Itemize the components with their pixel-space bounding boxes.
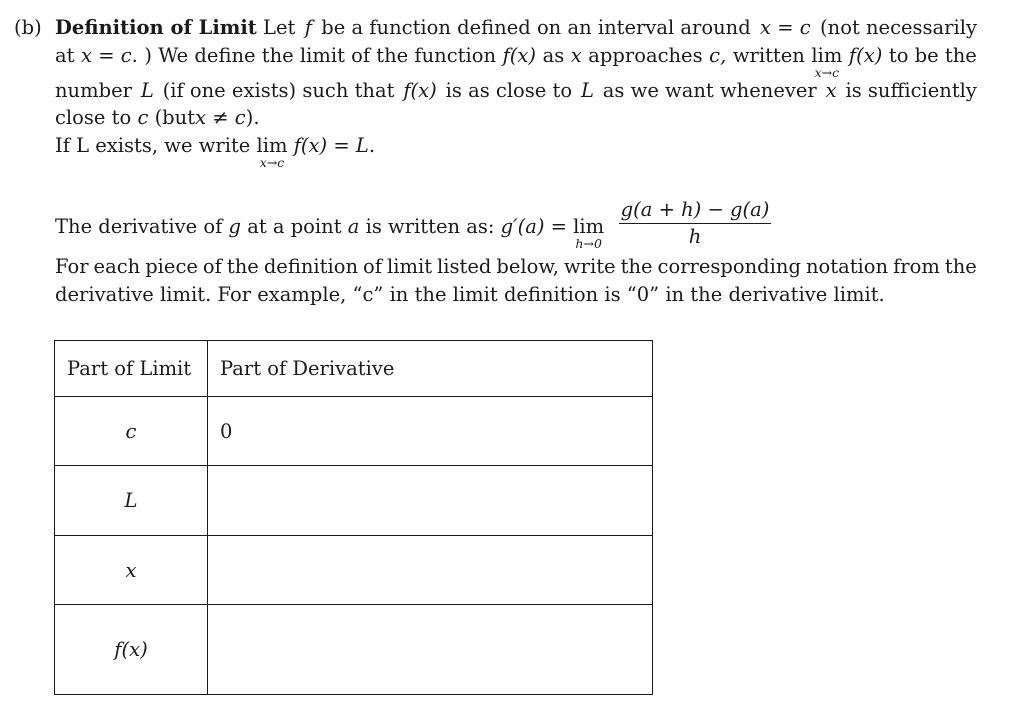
limit-derivative-table (54, 340, 653, 695)
definition-heading: Definition of Limit (55, 16, 257, 39)
header-part-of-derivative: Part of Derivative (208, 341, 653, 397)
definition-line-3: number L (if one exists) such that f(x) is as close to L as we want whenever x is sufficiently (55, 79, 977, 102)
limit-operator: lim x→c (811, 44, 843, 80)
definition-line-4: close to c (butx ≠ c). (55, 106, 260, 129)
table-row (55, 466, 653, 536)
instructions-line-1: For each piece of the definition of limit listed below, write the corresponding notation from the (55, 255, 977, 278)
definition-line-5: If L exists, we write lim x→c f(x) = L. (55, 134, 376, 170)
derivative-line: The derivative of g at a point a is written as: g′(a) = lim h→0 (55, 215, 605, 251)
limit-cell: x (55, 536, 208, 605)
limit-cell: c (55, 397, 208, 466)
table-header-row (55, 341, 653, 397)
limit-operator: lim x→c (256, 134, 288, 170)
limit-cell: f(x) (55, 605, 208, 695)
definition-line-1: Definition of Limit Let f be a function defined on an interval around x = c (not necessarily (55, 16, 977, 39)
header-part-of-limit: Part of Limit (55, 341, 208, 397)
table-row (55, 536, 653, 605)
table-row (55, 397, 653, 466)
difference-quotient: $\frac{g(a + h) - g(a)}{h}$ (620, 198, 770, 248)
derivative-cell[interactable] (208, 605, 653, 695)
definition-line-2: at x = c. ) We define the limit of the function f(x) as x approaches c, written lim x→c f(x) to be the (55, 44, 977, 80)
derivative-cell[interactable]: 0 (208, 397, 653, 466)
limit-cell: L (55, 466, 208, 536)
derivative-cell[interactable] (208, 536, 653, 605)
instructions-line-2: derivative limit. For example, “c” in the limit definition is “0” in the derivative limit. (55, 283, 885, 306)
table-row (55, 605, 653, 695)
part-label: (b) (14, 16, 42, 39)
limit-operator: lim h→0 (573, 215, 605, 251)
derivative-cell[interactable] (208, 466, 653, 536)
